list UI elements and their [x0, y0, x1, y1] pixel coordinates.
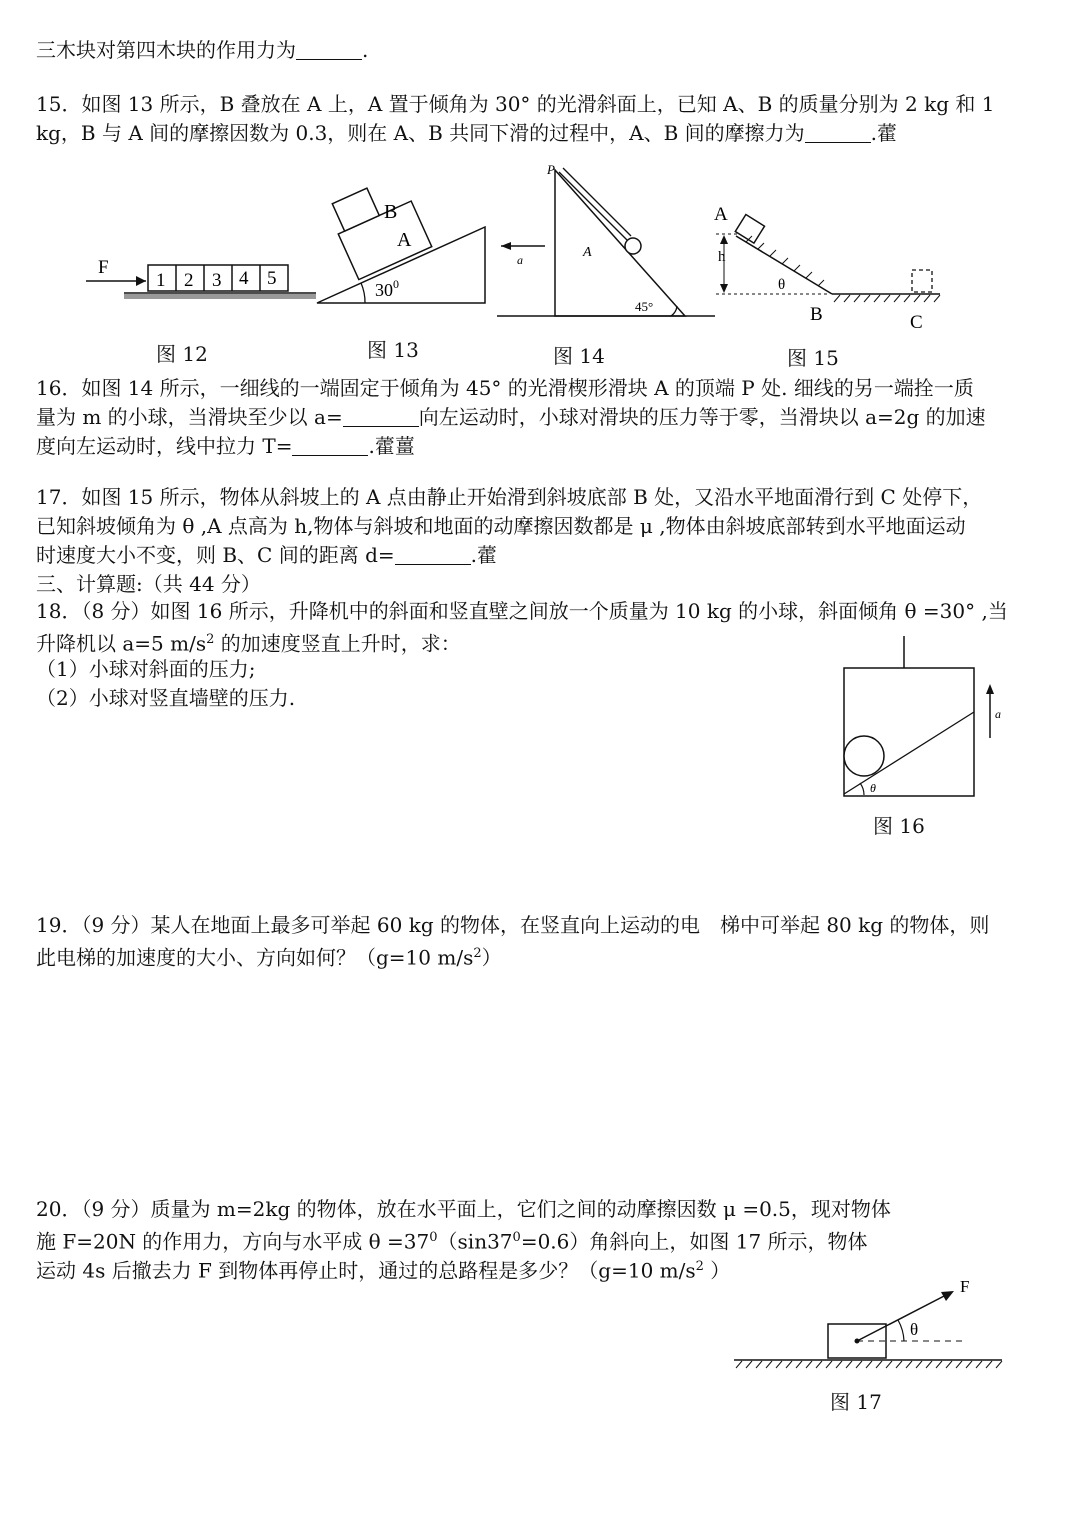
fig15-label-b: B [810, 304, 823, 325]
fig16-ball [844, 736, 884, 776]
figure-17 [732, 1276, 1007, 1372]
q16-line3: 度向左运动时，线中拉力 T= .藿薑 [36, 434, 415, 458]
fig14-label-p: P [547, 162, 555, 177]
q16-line1: 16．如图 14 所示，一细线的一端固定于倾角为 45° 的光滑楔形滑块 A 的顶端 P 处. 细线的另一端拴一质 [36, 376, 974, 400]
fig13-angle: $30^0$ [375, 277, 399, 300]
q15-line2: kg，B 与 A 间的摩擦因数为 0.3，则在 A、B 共同下滑的过程中，A、B 间的摩擦力为 .藿 [36, 121, 898, 145]
q17-line1: 17．如图 15 所示，物体从斜坡上的 A 点由静止开始滑到斜坡底部 B 处，又沿水平地面滑行到 C 处停下， [36, 485, 983, 509]
answer-blank[interactable] [296, 39, 362, 60]
fig17-theta: θ [910, 1320, 919, 1339]
q20-line3: 运动 4s 后撤去力 F 到物体再停止时，通过的总路程是多少？（g=10 $m/s^2$ ） [36, 1258, 731, 1283]
q18-sub1: （1）小球对斜面的压力; [36, 657, 256, 681]
q17-line2: 已知斜坡倾角为 θ ,A 点高为 h,物体与斜坡和地面的动摩擦因数都是 μ ,物体由斜坡底部转到水平地面运动 [36, 514, 966, 538]
fig15-caption: 图 15 [787, 346, 839, 370]
block-label: 4 [239, 268, 249, 289]
q20-line1: 20．（9 分）质量为 m=2kg 的物体，放在水平面上，它们之间的动摩擦因数 μ =0.5，现对物体 [36, 1197, 891, 1221]
fig16-elevator [844, 668, 974, 796]
fig15-label-h: h [718, 249, 726, 265]
fig16-theta: θ [870, 781, 876, 795]
fig13-label-a: A [397, 229, 412, 251]
q18-line2: 升降机以 a=5 $m/s^2$ 的加速度竖直上升时，求： [36, 631, 461, 656]
answer-blank[interactable] [292, 435, 368, 456]
fig14-caption: 图 14 [553, 344, 605, 368]
fig14-label-a: A [583, 245, 592, 260]
q14-tail: 三木块对第四木块的作用力为 . [36, 38, 369, 62]
fig12-force-label: F [98, 257, 109, 278]
block-label: 1 [156, 270, 166, 291]
figure-12 [84, 255, 324, 310]
q18-line1: 18．（8 分）如图 16 所示，升降机中的斜面和竖直壁之间放一个质量为 10 kg 的小球，斜面倾角 θ =30° ,当 [36, 599, 1008, 623]
q16-line2: 量为 m 的小球，当滑块至少以 a= 向左运动时，小球对滑块的压力等于零，当滑块以 a=2g 的加速 [36, 405, 986, 429]
figure-16 [840, 634, 1010, 802]
fig12-caption: 图 12 [156, 342, 208, 366]
fig14-angle: 45° [635, 299, 654, 314]
fig15-label-c: C [910, 312, 923, 333]
fig16-caption: 图 16 [873, 814, 925, 838]
fig13-label-b: B [384, 201, 398, 223]
q15-line1: 15．如图 13 所示，B 叠放在 A 上，A 置于倾角为 30° 的光滑斜面上，已知 A、B 的质量分别为 2 kg 和 1 [36, 92, 995, 116]
q19-line1: 19．（9 分）某人在地面上最多可举起 60 kg 的物体，在竖直向上运动的电 梯中可举起 80 kg 的物体，则 [36, 913, 990, 937]
fig15-label-a: A [714, 204, 728, 225]
figure-15 [706, 198, 946, 338]
fig17-force-label: F [960, 1277, 970, 1296]
fig14-ball [625, 238, 641, 254]
fig13-caption: 图 13 [367, 338, 419, 362]
block-label: 5 [267, 268, 277, 289]
answer-blank[interactable] [343, 406, 419, 427]
answer-blank[interactable] [805, 122, 871, 143]
fig15-theta: θ [778, 277, 786, 293]
figure-14 [495, 158, 717, 320]
answer-blank[interactable] [395, 544, 471, 565]
figure-13 [315, 185, 493, 307]
fig16-accel-label: a [995, 707, 1001, 721]
q18-sub2: （2）小球对竖直墙壁的压力. [36, 686, 296, 710]
q20-line2: 施 F=20N 的作用力，方向与水平成 $\theta =37^0(\sin 37^0=0.6)$角斜向上，如图 17 所示，物体 [36, 1229, 868, 1254]
block-label: 2 [184, 270, 194, 291]
block-label: 3 [212, 270, 222, 291]
section-heading: 三、计算题:（共 44 分） [36, 572, 261, 596]
fig14-accel-label: a [517, 253, 523, 267]
q19-line2: 此电梯的加速度的大小、方向如何？（g=10 $m/s^2$） [36, 945, 502, 970]
q17-line3: 时速度大小不变，则 B、C 间的距离 d= .藿 [36, 543, 497, 567]
fig17-caption: 图 17 [830, 1390, 882, 1414]
